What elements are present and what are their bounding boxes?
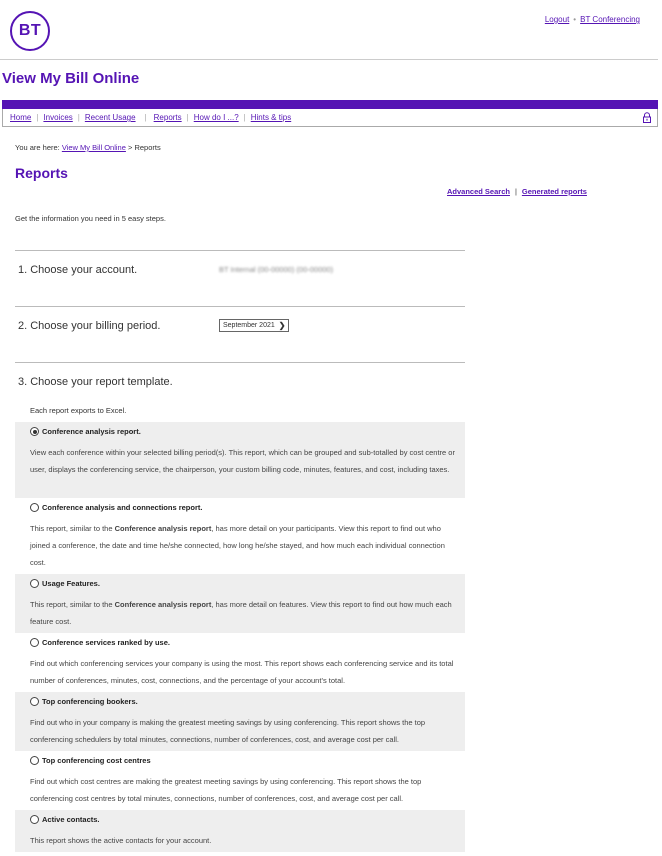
report-option-conference-connections — [15, 498, 465, 574]
option-description — [30, 596, 455, 630]
nav-separator: | — [77, 113, 80, 122]
step-2-label: 2. Choose your billing period. — [18, 320, 161, 332]
nav-separator: | — [36, 113, 39, 122]
desc-part: , has more detail on your participants. View this report to find out who joined a conference, the date and time he/she connected, how long he/she stayed, and how much each individual connection cost. — [30, 524, 445, 567]
desc-bold: Conference analysis report — [114, 600, 212, 609]
option-title[interactable] — [30, 697, 138, 706]
report-option-usage-features — [15, 574, 465, 633]
lock-icon[interactable] — [642, 112, 652, 123]
breadcrumb — [15, 143, 161, 152]
nav-invoices[interactable]: Invoices — [43, 113, 73, 122]
option-description — [30, 520, 455, 571]
page-title: View My Bill Online — [2, 70, 140, 87]
option-description: This report shows the active contacts for your account. — [30, 836, 212, 845]
report-option-top-bookers — [15, 692, 465, 751]
option-title[interactable] — [30, 756, 151, 765]
nav-recent-usage[interactable]: Recent Usage — [84, 113, 136, 122]
desc-part: This report, similar to the — [30, 524, 115, 533]
generated-reports-link[interactable]: Generated reports — [521, 187, 587, 196]
desc-part: This report, similar to the — [30, 600, 115, 609]
nav-home[interactable]: Home — [10, 113, 32, 122]
option-title-text: Usage Features. — [42, 579, 100, 588]
logout-link[interactable]: Logout — [544, 15, 570, 24]
desc-part: , has more detail on features. View this report to find out how much each feature cost. — [30, 600, 452, 626]
step-divider — [15, 250, 465, 251]
step-3-label: 3. Choose your report template. — [18, 376, 173, 388]
nav-reports[interactable]: Reports — [153, 113, 182, 122]
option-description: Find out who in your company is making the greatest meeting savings by using conferencing. This report shows the top conferencing schedulers by total minutes, connections, number of conferences, cost, and average cost per call. — [30, 718, 426, 744]
advanced-search-link[interactable]: Advanced Search — [447, 187, 510, 196]
option-title[interactable] — [30, 427, 141, 436]
option-description: Find out which cost centres are making the greatest meeting savings by using conferencing. This report shows the top conferencing cost centres by total minutes, connections, number of conferences, cost, and average cost per call. — [30, 777, 422, 803]
reports-heading: Reports — [15, 165, 68, 181]
desc-bold: Conference analysis report — [114, 524, 212, 533]
radio-button[interactable] — [30, 503, 39, 512]
header-divider — [0, 59, 658, 60]
top-links — [545, 15, 640, 24]
option-title-text: Top conferencing bookers. — [42, 697, 138, 706]
option-title[interactable] — [30, 503, 202, 512]
nav-separator: | — [144, 113, 147, 122]
report-option-active-contacts — [15, 810, 465, 852]
billing-period-value: September 2021 — [223, 322, 275, 329]
radio-button[interactable] — [30, 756, 39, 765]
link-separator: • — [573, 15, 577, 24]
option-description: View each conference within your selected billing period(s). This report, which can be grouped and sub-totalled by cost centre or user, displays the conferencing service, the chairperson, your custom billing code, minutes, features, and cost, including taxes. — [30, 448, 455, 474]
option-title-text: Conference services ranked by use. — [42, 638, 170, 647]
nav-how-do-i[interactable]: How do I ...? — [193, 113, 239, 122]
nav-accent-bar — [2, 100, 658, 109]
option-title-text: Top conferencing cost centres — [42, 756, 151, 765]
radio-button[interactable] — [30, 579, 39, 588]
option-title[interactable] — [30, 638, 170, 647]
nav-separator: | — [186, 113, 189, 122]
billing-period-select[interactable] — [219, 319, 289, 332]
bt-conferencing-link[interactable]: BT Conferencing — [580, 15, 640, 24]
radio-button[interactable] — [30, 697, 39, 706]
logo-text: BT — [18, 22, 42, 39]
report-option-top-cost-centres — [15, 751, 465, 810]
nav-separator: | — [243, 113, 246, 122]
excel-note: Each report exports to Excel. — [30, 406, 127, 415]
bt-logo[interactable] — [10, 11, 50, 51]
step-divider — [15, 306, 465, 307]
option-description: Find out which conferencing services your company is using the most. This report shows each conferencing service and its total number of conferences, minutes, cost, connections, and the percentage of your account’s total. — [30, 659, 454, 685]
option-title-text: Active contacts. — [42, 815, 100, 824]
radio-button[interactable] — [30, 815, 39, 824]
report-links — [447, 187, 587, 196]
report-option-services-ranked — [15, 633, 465, 692]
option-title[interactable] — [30, 579, 100, 588]
chevron-down-icon: ❯ — [278, 321, 286, 330]
option-title-text: Conference analysis report. — [42, 427, 141, 436]
report-option-conference-analysis — [15, 422, 465, 498]
option-title-text: Conference analysis and connections report. — [42, 503, 203, 512]
account-value: BT Internal (00-00000) (00-00000) — [219, 265, 334, 274]
step-1-label: 1. Choose your account. — [18, 264, 138, 276]
nav-hints-tips[interactable]: Hints & tips — [250, 113, 292, 122]
radio-button[interactable] — [30, 638, 39, 647]
report-links-separator: | — [514, 187, 517, 196]
breadcrumb-link[interactable]: View My Bill Online — [61, 143, 126, 152]
breadcrumb-current: > Reports — [125, 143, 161, 152]
intro-text: Get the information you need in 5 easy steps. — [15, 214, 166, 223]
step-divider — [15, 362, 465, 363]
main-nav — [2, 109, 658, 127]
option-title[interactable] — [30, 815, 100, 824]
breadcrumb-prefix: You are here: — [15, 143, 62, 152]
radio-button-selected[interactable] — [30, 427, 39, 436]
